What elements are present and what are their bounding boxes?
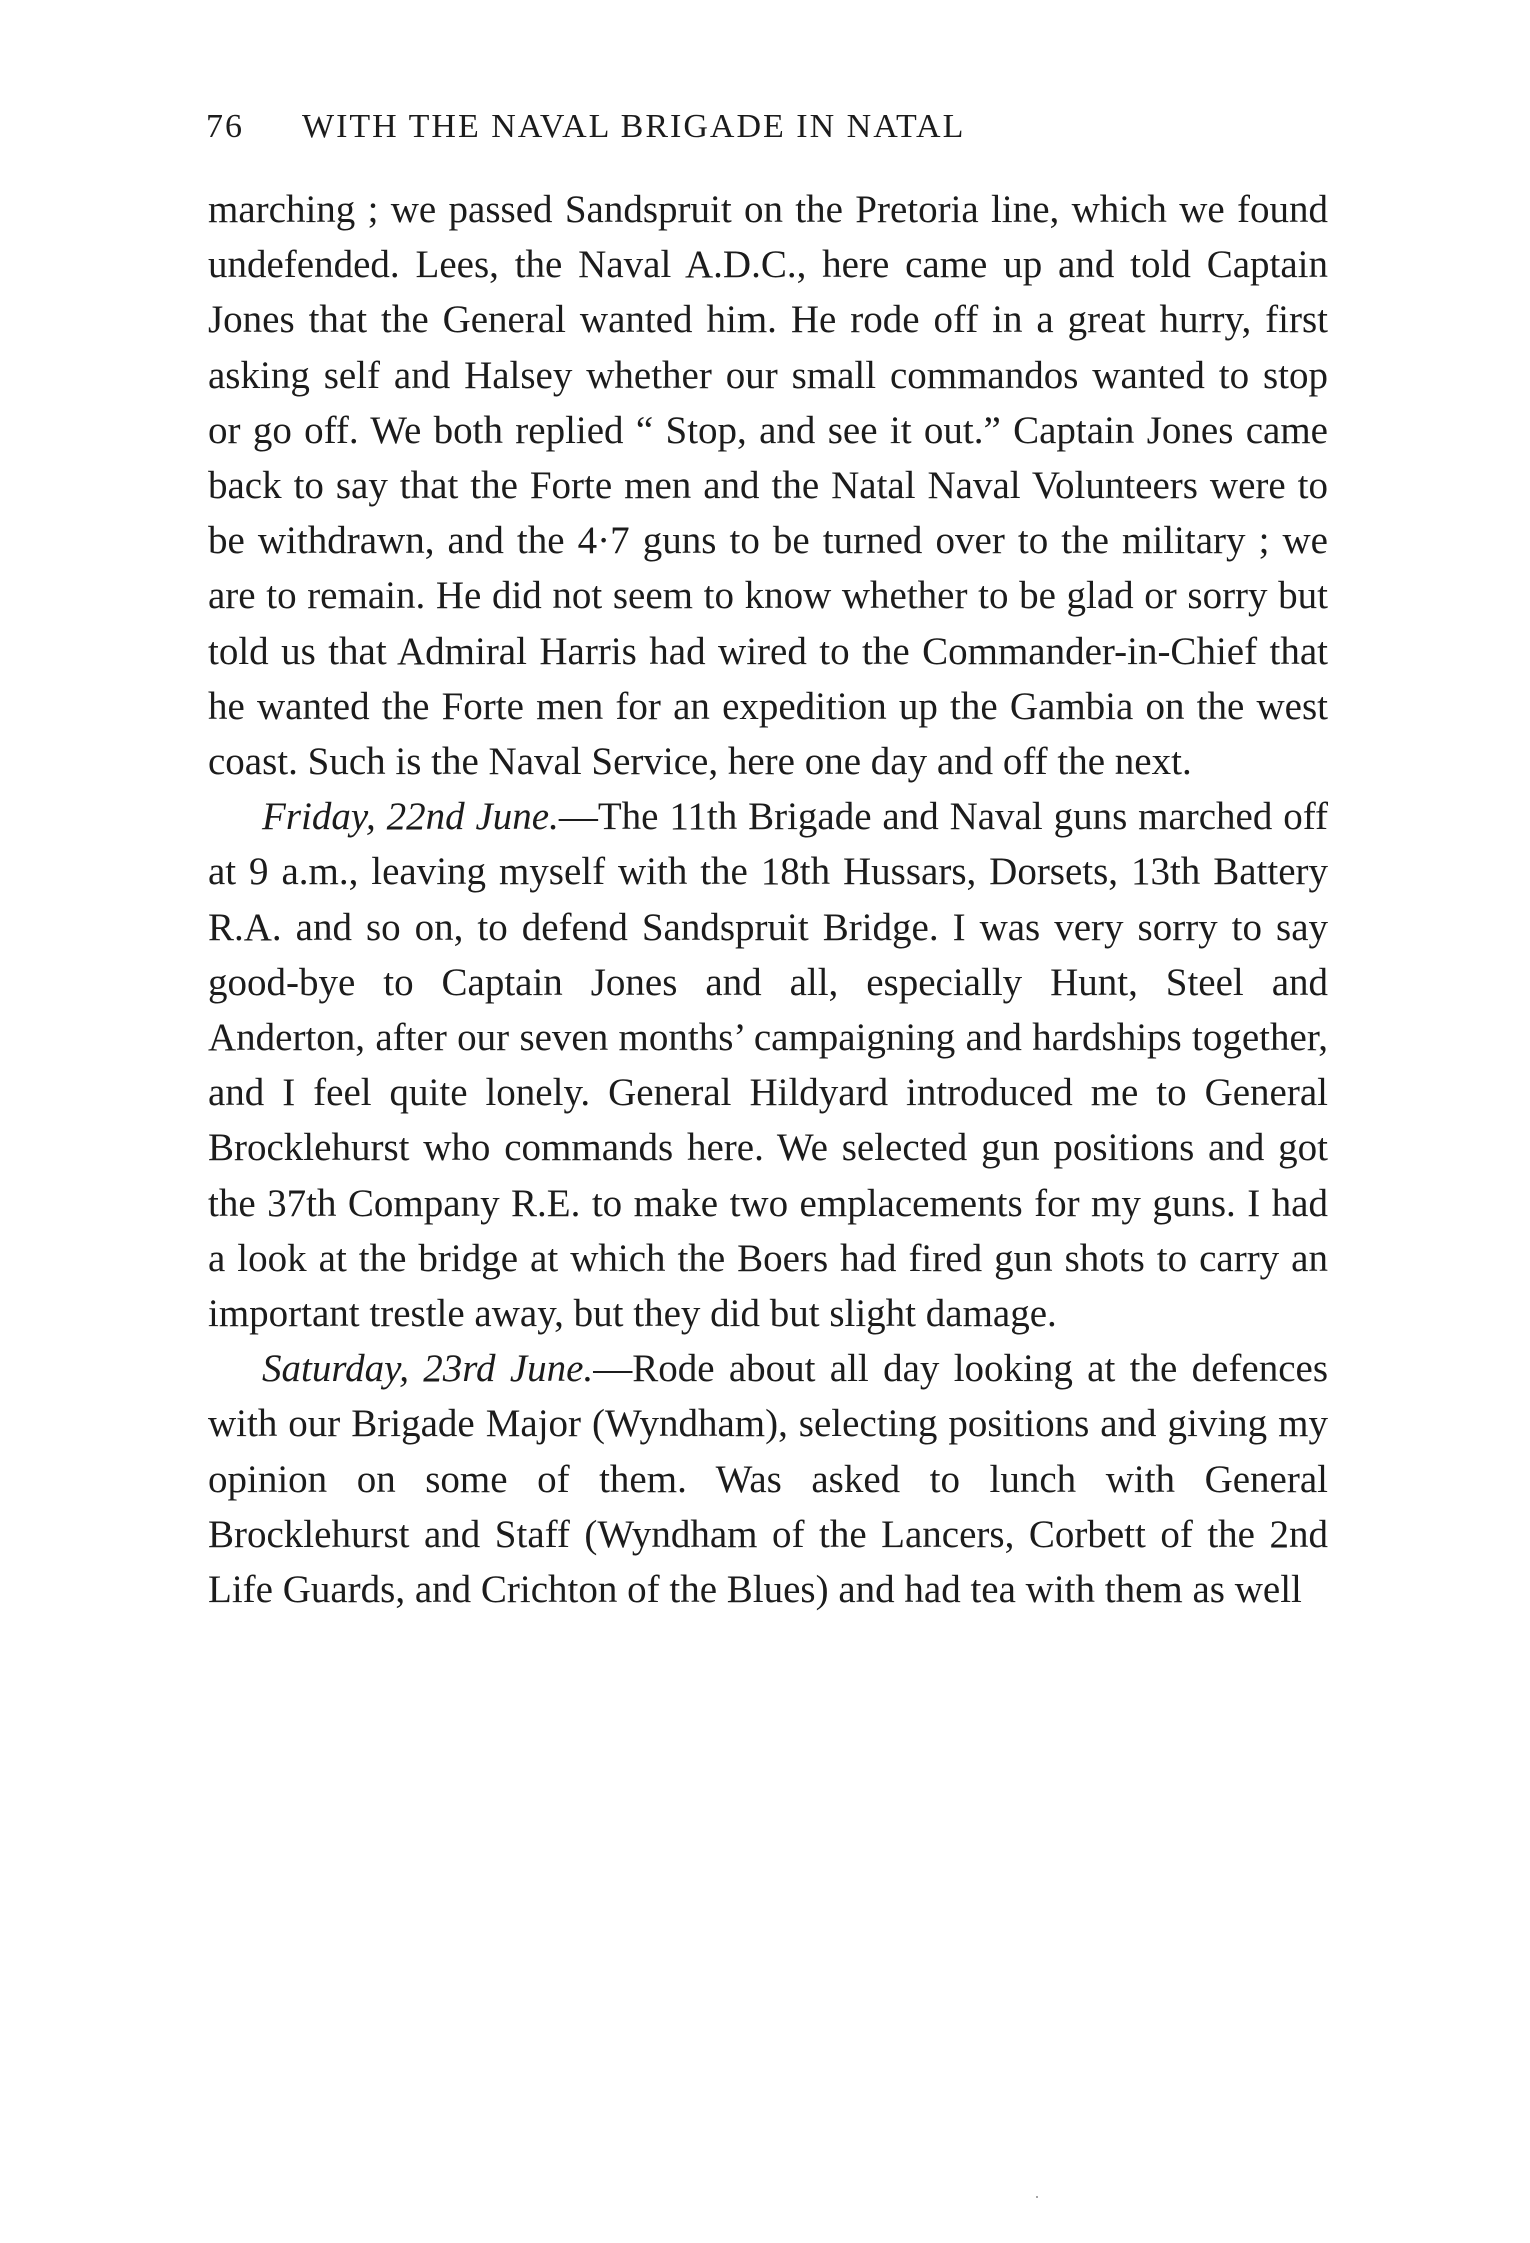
paragraph-continuation [208, 182, 1328, 789]
running-header [206, 108, 1326, 146]
page-body [208, 182, 1328, 1617]
diary-entry-saturday [208, 1341, 1328, 1617]
diary-entry-friday [208, 789, 1328, 1341]
page-number: 76 [206, 108, 244, 145]
paragraph-text: —The 11th Brigade and Naval guns marched off at 9 a.m., leaving myself with the 18th Hussars, Dorsets, 13th Battery R.A. and so on, to defend Sandspruit Bridge. I was very sorry to say good-bye to Captain Jones and all, especially Hunt, Steel and Anderton, after our seven months’ campaigning and hardships together, and I feel quite lonely. General Hildyard introduced me to General Brocklehurst who commands here. We selected gun positions and got the 37th Company R.E. to make two emplacements for my guns. I had a look at the bridge at which the Boers had fired gun shots to carry an important trestle away, but they did but slight damage. [208, 795, 1328, 1336]
paragraph-text: marching ; we passed Sandspruit on the Pretoria line, which we found undefended. Lees, the Naval A.D.C., here came up and told Captain Jones that the General wanted him. He rode off in a great hurry, first asking self and Halsey whether our small commandos wanted to stop or go off. We both replied “ Stop, and see it out.” Captain Jones came back to say that the Forte men and the Natal Naval Volunteers were to be withdrawn, and the 4·7 guns to be turned over to the military ; we are to remain. He did not seem to know whether to be glad or sorry but told us that Admiral Harris had wired to the Commander-in-Chief that he wanted the Forte men for an expedition up the Gambia on the west coast. Such is the Naval Service, here one day and off the next. [208, 188, 1328, 784]
paper-speck [1036, 2196, 1038, 2198]
paragraph-text: —Rode about all day looking at the defences with our Brigade Major (Wyndham), selecting positions and giving my opinion on some of them. Was asked to lunch with General Brocklehurst and Staff (Wyndham of the Lancers, Corbett of the 2nd Life Guards, and Crichton of the Blues) and had tea with them as well [208, 1347, 1328, 1612]
running-title: WITH THE NAVAL BRIGADE IN NATAL [302, 108, 966, 145]
entry-date: Saturday, 23rd June. [262, 1347, 594, 1391]
entry-date: Friday, 22nd June. [262, 795, 559, 839]
